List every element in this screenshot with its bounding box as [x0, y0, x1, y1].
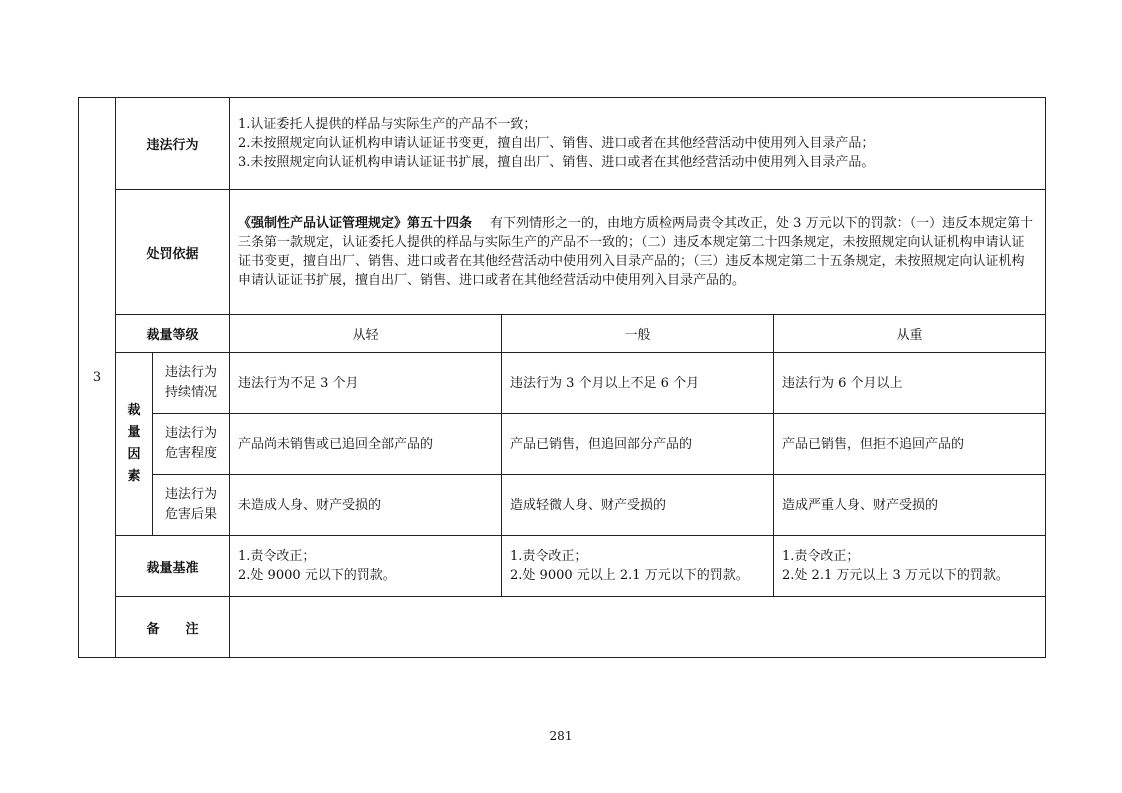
violation-label: 违法行为	[116, 98, 230, 190]
violation-row	[79, 98, 1046, 190]
violation-item: 1.认证委托人提供的样品与实际生产的产品不一致；	[238, 117, 537, 132]
row-number: 3	[79, 98, 116, 658]
factor-value-normal: 产品已销售，但追回部分产品的	[502, 414, 774, 475]
factor-value-normal: 违法行为 3 个月以上不足 6 个月	[502, 353, 774, 414]
violation-item: 2.未按照规定向认证机构申请认证证书变更，擅自出厂、销售、进口或者在其他经营活动中使用列入目录产品；	[238, 136, 875, 151]
standard-label: 裁量基准	[116, 536, 230, 597]
remark-row	[79, 597, 1046, 658]
law-title: 《强制性产品认证管理规定》第五十四条	[238, 216, 473, 231]
standard-heavy: 1.责令改正； 2.处 2.1 万元以上 3 万元以下的罚款。	[774, 536, 1046, 597]
factor-value-light: 违法行为不足 3 个月	[230, 353, 502, 414]
factor-name: 违法行为 危害后果	[153, 475, 230, 536]
basis-text: 有下列情形之一的，由地方质检两局责令其改正，处 3 万元以下的罚款：（一）违反本规定第十三条第一款规定，认证委托人提供的样品与实际生产的产品不一致的；（二）违反本规定第二十四条规定，未按照规定向认证机构申请认证证书变更，擅自出厂、销售、进口或者在其他经营活动中使用列入目录产品的；（三）违反本规定第二十五条规定，未按照规定向认证机构申请认证证书扩展，擅自出厂、销售、进口或者在其他经营活动中使用列入目录产品的。	[238, 216, 1034, 288]
level-row	[79, 315, 1046, 353]
factor-value-light: 产品尚未销售或已追回全部产品的	[230, 414, 502, 475]
factor-row	[79, 475, 1046, 536]
remark-label: 备注	[116, 597, 230, 658]
factor-value-heavy: 产品已销售，但拒不追回产品的	[774, 414, 1046, 475]
basis-content	[230, 190, 1046, 315]
violation-item: 3.未按照规定向认证机构申请认证证书扩展，擅自出厂、销售、进口或者在其他经营活动中使用列入目录产品。	[238, 155, 875, 170]
basis-row	[79, 190, 1046, 315]
level-normal: 一般	[502, 315, 774, 353]
level-heavy: 从重	[774, 315, 1046, 353]
factor-label: 裁 量 因 素	[116, 353, 153, 536]
level-label: 裁量等级	[116, 315, 230, 353]
factor-value-light: 未造成人身、财产受损的	[230, 475, 502, 536]
factor-name: 违法行为 危害程度	[153, 414, 230, 475]
standard-normal: 1.责令改正； 2.处 9000 元以上 2.1 万元以下的罚款。	[502, 536, 774, 597]
factor-value-heavy: 造成严重人身、财产受损的	[774, 475, 1046, 536]
level-light: 从轻	[230, 315, 502, 353]
basis-label: 处罚依据	[116, 190, 230, 315]
standard-row	[79, 536, 1046, 597]
factor-value-heavy: 违法行为 6 个月以上	[774, 353, 1046, 414]
factor-name: 违法行为 持续情况	[153, 353, 230, 414]
standard-light: 1.责令改正； 2.处 9000 元以下的罚款。	[230, 536, 502, 597]
remark-value	[230, 597, 1046, 658]
factor-row	[79, 414, 1046, 475]
factor-row	[79, 353, 1046, 414]
violation-content	[230, 98, 1046, 190]
page-number: 281	[549, 729, 573, 743]
factor-value-normal: 造成轻微人身、财产受损的	[502, 475, 774, 536]
discretion-table	[78, 97, 1046, 658]
